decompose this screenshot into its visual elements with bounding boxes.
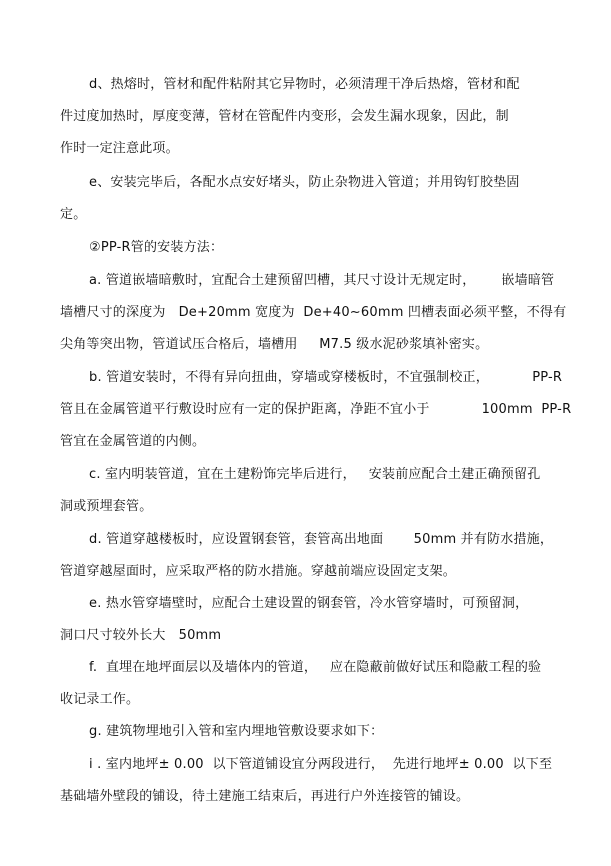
paragraph-line: e. 热水管穿墙壁时，应配合土建设置的钢套管，冷水管穿墙时，可预留洞，	[89, 596, 529, 611]
paragraph-line: 件过度加热时，厚度变薄，管材在管配件内变形，会发生漏水现象，因此，制	[60, 109, 509, 124]
paragraph-line: 墙槽尺寸的深度为 De+20mm 宽度为 De+40~60mm 凹槽表面必须平整，不得有	[60, 305, 567, 320]
paragraph-line: i . 室内地坪± 0.00 以下管道铺设宜分两段进行， 先进行地坪± 0.00 以下至	[89, 757, 553, 772]
paragraph-line: 管道穿越屋面时，应采取严格的防水措施。穿越前端应设固定支架。	[60, 564, 457, 579]
paragraph-line: d. 管道穿越楼板时，应设置钢套管，套管高出地面 50mm 并有防水措施，	[89, 532, 554, 547]
paragraph-line: a. 管道嵌墙暗敷时，宜配合土建预留凹槽，其尺寸设计无规定时， 嵌墙暗管	[89, 273, 555, 288]
paragraph-line: 管宜在金属管道的内侧。	[60, 434, 206, 449]
paragraph-line: 定。	[60, 207, 87, 222]
paragraph-line: 作时一定注意此项。	[60, 141, 179, 156]
paragraph-line: g. 建筑物埋地引入管和室内埋地管敷设要求如下：	[89, 724, 384, 739]
paragraph-line: 洞口尺寸较外长大 50mm	[60, 628, 222, 643]
paragraph-line: 洞或预埋套管。	[60, 499, 153, 514]
paragraph-line: f. 直埋在地坪面层以及墙体内的管道， 应在隐蔽前做好试压和隐蔽工程的验	[89, 660, 542, 675]
paragraph-line: 收记录工作。	[60, 692, 140, 707]
paragraph-line: e、安装完毕后，各配水点安好堵头，防止杂物进入管道；并用钩钉胶垫固	[89, 175, 520, 190]
paragraph-line: 基础墙外壁段的铺设，待土建施工结束后，再进行户外连接管的铺设。	[60, 789, 470, 804]
paragraph-line: c. 室内明装管道，宜在土建粉饰完毕后进行， 安装前应配合土建正确预留孔	[89, 467, 541, 482]
paragraph-line: b. 管道安装时，不得有异向扭曲，穿墙或穿楼板时，不宜强制校正， PP-R	[89, 370, 563, 385]
paragraph-line: d、热熔时，管材和配件粘附其它异物时，必须清理干净后热熔，管材和配	[89, 77, 520, 92]
section-heading: ②PP-R管的安装方法：	[89, 240, 224, 255]
paragraph-line: 管且在金属管道平行敷设时应有一定的保护距离，净距不宜小于 100mm PP-R	[60, 402, 572, 417]
paragraph-line: 尖角等突出物，管道试压合格后，墙槽用 M7.5 级水泥砂浆填补密实。	[60, 337, 489, 352]
